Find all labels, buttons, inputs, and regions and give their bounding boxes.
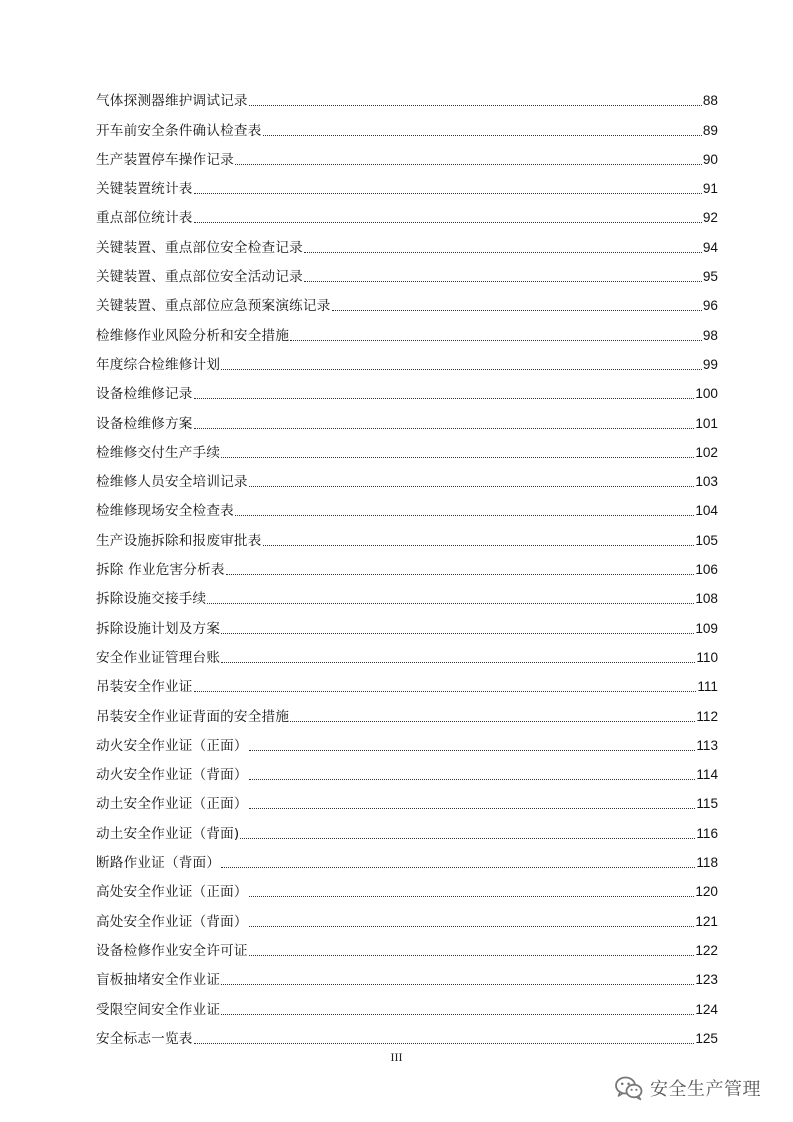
toc-dot-leader <box>221 633 694 634</box>
page-number: III <box>390 1050 403 1064</box>
toc-entry-page: 121 <box>695 913 718 929</box>
toc-entry-page: 96 <box>702 298 718 314</box>
toc-entry[interactable] <box>96 402 718 431</box>
toc-dot-leader <box>304 281 702 282</box>
toc-entry-page: 89 <box>702 122 718 138</box>
toc-dot-leader <box>249 808 696 809</box>
toc-entry-title: 设备检维修方案 <box>96 415 193 432</box>
watermark-text: 安全生产管理 <box>650 1079 761 1100</box>
toc-entry-page: 118 <box>696 855 718 871</box>
toc-entry-title: 检维修作业风险分析和安全措施 <box>96 327 290 344</box>
toc-entry-title: 拆除设施交接手续 <box>96 591 207 608</box>
toc-dot-leader <box>249 105 702 106</box>
toc-entry-page: 111 <box>697 679 718 695</box>
table-of-contents <box>96 80 718 1047</box>
toc-entry-page: 120 <box>695 884 718 900</box>
toc-entry-title: 动火安全作业证（背面） <box>96 767 248 784</box>
toc-entry[interactable] <box>96 139 718 168</box>
toc-entry[interactable] <box>96 666 718 695</box>
toc-dot-leader <box>194 398 695 399</box>
toc-entry-title: 安全作业证管理台账 <box>96 649 221 666</box>
toc-dot-leader <box>249 486 695 487</box>
toc-dot-leader <box>290 721 695 722</box>
toc-dot-leader <box>194 691 697 692</box>
toc-entry-title: 关键装置、重点部位安全活动记录 <box>96 269 303 286</box>
toc-entry[interactable] <box>96 373 718 402</box>
toc-dot-leader <box>221 867 695 868</box>
toc-entry-page: 98 <box>702 327 718 343</box>
toc-entry-page: 88 <box>702 93 718 109</box>
toc-entry-title: 拆除 作业危害分析表 <box>96 562 225 579</box>
toc-entry-title: 动土安全作业证（正面） <box>96 796 248 813</box>
toc-dot-leader <box>194 1043 695 1044</box>
toc-dot-leader <box>226 574 695 575</box>
toc-entry-title: 检维修交付生产手续 <box>96 444 221 461</box>
toc-entry-page: 125 <box>695 1030 718 1046</box>
toc-entry[interactable] <box>96 900 718 929</box>
toc-entry[interactable] <box>96 432 718 461</box>
toc-entry-title: 生产设施拆除和报废审批表 <box>96 532 262 549</box>
toc-dot-leader <box>194 193 702 194</box>
toc-entry[interactable] <box>96 607 718 636</box>
watermark <box>614 1073 784 1103</box>
toc-entry-page: 100 <box>695 386 718 402</box>
toc-entry[interactable] <box>96 197 718 226</box>
toc-entry[interactable] <box>96 754 718 783</box>
toc-dot-leader <box>207 603 694 604</box>
toc-entry[interactable] <box>96 988 718 1017</box>
toc-dot-leader <box>332 310 702 311</box>
toc-entry-page: 112 <box>696 708 718 724</box>
toc-entry-page: 115 <box>696 796 718 812</box>
toc-entry-title: 关键装置统计表 <box>96 181 193 198</box>
toc-entry[interactable] <box>96 549 718 578</box>
toc-entry[interactable] <box>96 314 718 343</box>
toc-entry-title: 检维修现场安全检查表 <box>96 503 234 520</box>
toc-entry[interactable] <box>96 842 718 871</box>
toc-entry-title: 盲板抽堵安全作业证 <box>96 972 221 989</box>
toc-entry[interactable] <box>96 930 718 959</box>
toc-entry-title: 受限空间安全作业证 <box>96 1001 221 1018</box>
toc-entry-title: 设备检维修记录 <box>96 386 193 403</box>
toc-entry-page: 94 <box>702 239 718 255</box>
toc-entry-page: 113 <box>696 737 718 753</box>
toc-entry[interactable] <box>96 1018 718 1047</box>
toc-dot-leader <box>235 164 702 165</box>
toc-entry[interactable] <box>96 637 718 666</box>
toc-entry-page: 123 <box>695 972 718 988</box>
toc-dot-leader <box>249 896 695 897</box>
toc-dot-leader <box>249 750 696 751</box>
toc-entry[interactable] <box>96 344 718 373</box>
toc-entry-page: 92 <box>702 210 718 226</box>
toc-dot-leader <box>221 369 702 370</box>
toc-entry-title: 设备检修作业安全许可证 <box>96 942 248 959</box>
toc-dot-leader <box>249 955 695 956</box>
toc-entry-page: 105 <box>695 532 718 548</box>
toc-entry[interactable] <box>96 812 718 841</box>
toc-entry-page: 90 <box>702 151 718 167</box>
toc-entry-title: 断路作业证（背面） <box>96 855 221 872</box>
toc-entry[interactable] <box>96 519 718 548</box>
toc-entry[interactable] <box>96 695 718 724</box>
toc-entry-page: 122 <box>695 942 718 958</box>
toc-dot-leader <box>249 926 695 927</box>
toc-dot-leader <box>235 515 694 516</box>
toc-entry-title: 高处安全作业证（正面） <box>96 884 248 901</box>
toc-dot-leader <box>221 457 694 458</box>
toc-entry-title: 年度综合检维修计划 <box>96 356 221 373</box>
toc-entry-title: 动火安全作业证（正面） <box>96 737 248 754</box>
toc-entry-page: 101 <box>695 415 718 431</box>
toc-entry-title: 关键装置、重点部位安全检查记录 <box>96 239 303 256</box>
toc-entry[interactable] <box>96 578 718 607</box>
toc-entry-title: 检维修人员安全培训记录 <box>96 474 248 491</box>
toc-entry[interactable] <box>96 871 718 900</box>
toc-entry-title: 安全标志一览表 <box>96 1030 193 1047</box>
toc-entry[interactable] <box>96 80 718 109</box>
toc-entry-title: 气体探测器维护调试记录 <box>96 93 248 110</box>
toc-entry-title: 吊装安全作业证 <box>96 679 193 696</box>
toc-dot-leader <box>263 135 702 136</box>
toc-dot-leader <box>221 662 695 663</box>
toc-entry-title: 高处安全作业证（背面） <box>96 913 248 930</box>
toc-entry[interactable] <box>96 256 718 285</box>
toc-dot-leader <box>194 222 702 223</box>
toc-entry[interactable] <box>96 783 718 812</box>
toc-entry-page: 99 <box>702 356 718 372</box>
toc-dot-leader <box>221 984 694 985</box>
toc-dot-leader <box>194 428 695 429</box>
toc-dot-leader <box>263 545 695 546</box>
toc-entry-page: 109 <box>695 620 718 636</box>
toc-entry[interactable] <box>96 109 718 138</box>
toc-entry-page: 114 <box>696 767 718 783</box>
toc-entry-page: 110 <box>696 649 718 665</box>
toc-entry-page: 116 <box>696 825 718 841</box>
toc-entry[interactable] <box>96 461 718 490</box>
toc-dot-leader <box>249 779 696 780</box>
toc-entry-page: 104 <box>695 503 718 519</box>
toc-entry[interactable] <box>96 285 718 314</box>
toc-entry-title: 关键装置、重点部位应急预案演练记录 <box>96 298 331 315</box>
toc-entry[interactable] <box>96 959 718 988</box>
toc-entry-title: 重点部位统计表 <box>96 210 193 227</box>
toc-entry-title: 吊装安全作业证背面的安全措施 <box>96 708 290 725</box>
toc-entry-page: 124 <box>695 1001 718 1017</box>
toc-entry[interactable] <box>96 725 718 754</box>
toc-entry-page: 108 <box>695 591 718 607</box>
toc-entry-page: 103 <box>695 474 718 490</box>
toc-entry[interactable] <box>96 226 718 255</box>
wechat-icon <box>614 1075 644 1101</box>
toc-dot-leader <box>304 252 702 253</box>
toc-entry[interactable] <box>96 168 718 197</box>
toc-dot-leader <box>221 1014 694 1015</box>
toc-dot-leader <box>290 340 702 341</box>
toc-entry-title: 生产装置停车操作记录 <box>96 151 234 168</box>
toc-entry-page: 102 <box>695 444 718 460</box>
toc-dot-leader <box>240 838 695 839</box>
toc-entry-title: 动土安全作业证（背面) <box>96 825 240 842</box>
toc-entry[interactable] <box>96 490 718 519</box>
toc-entry-page: 91 <box>702 181 718 197</box>
toc-entry-title: 开车前安全条件确认检查表 <box>96 122 262 139</box>
toc-entry-title: 拆除设施计划及方案 <box>96 620 221 637</box>
toc-entry-page: 95 <box>702 269 718 285</box>
toc-entry-page: 106 <box>695 562 718 578</box>
